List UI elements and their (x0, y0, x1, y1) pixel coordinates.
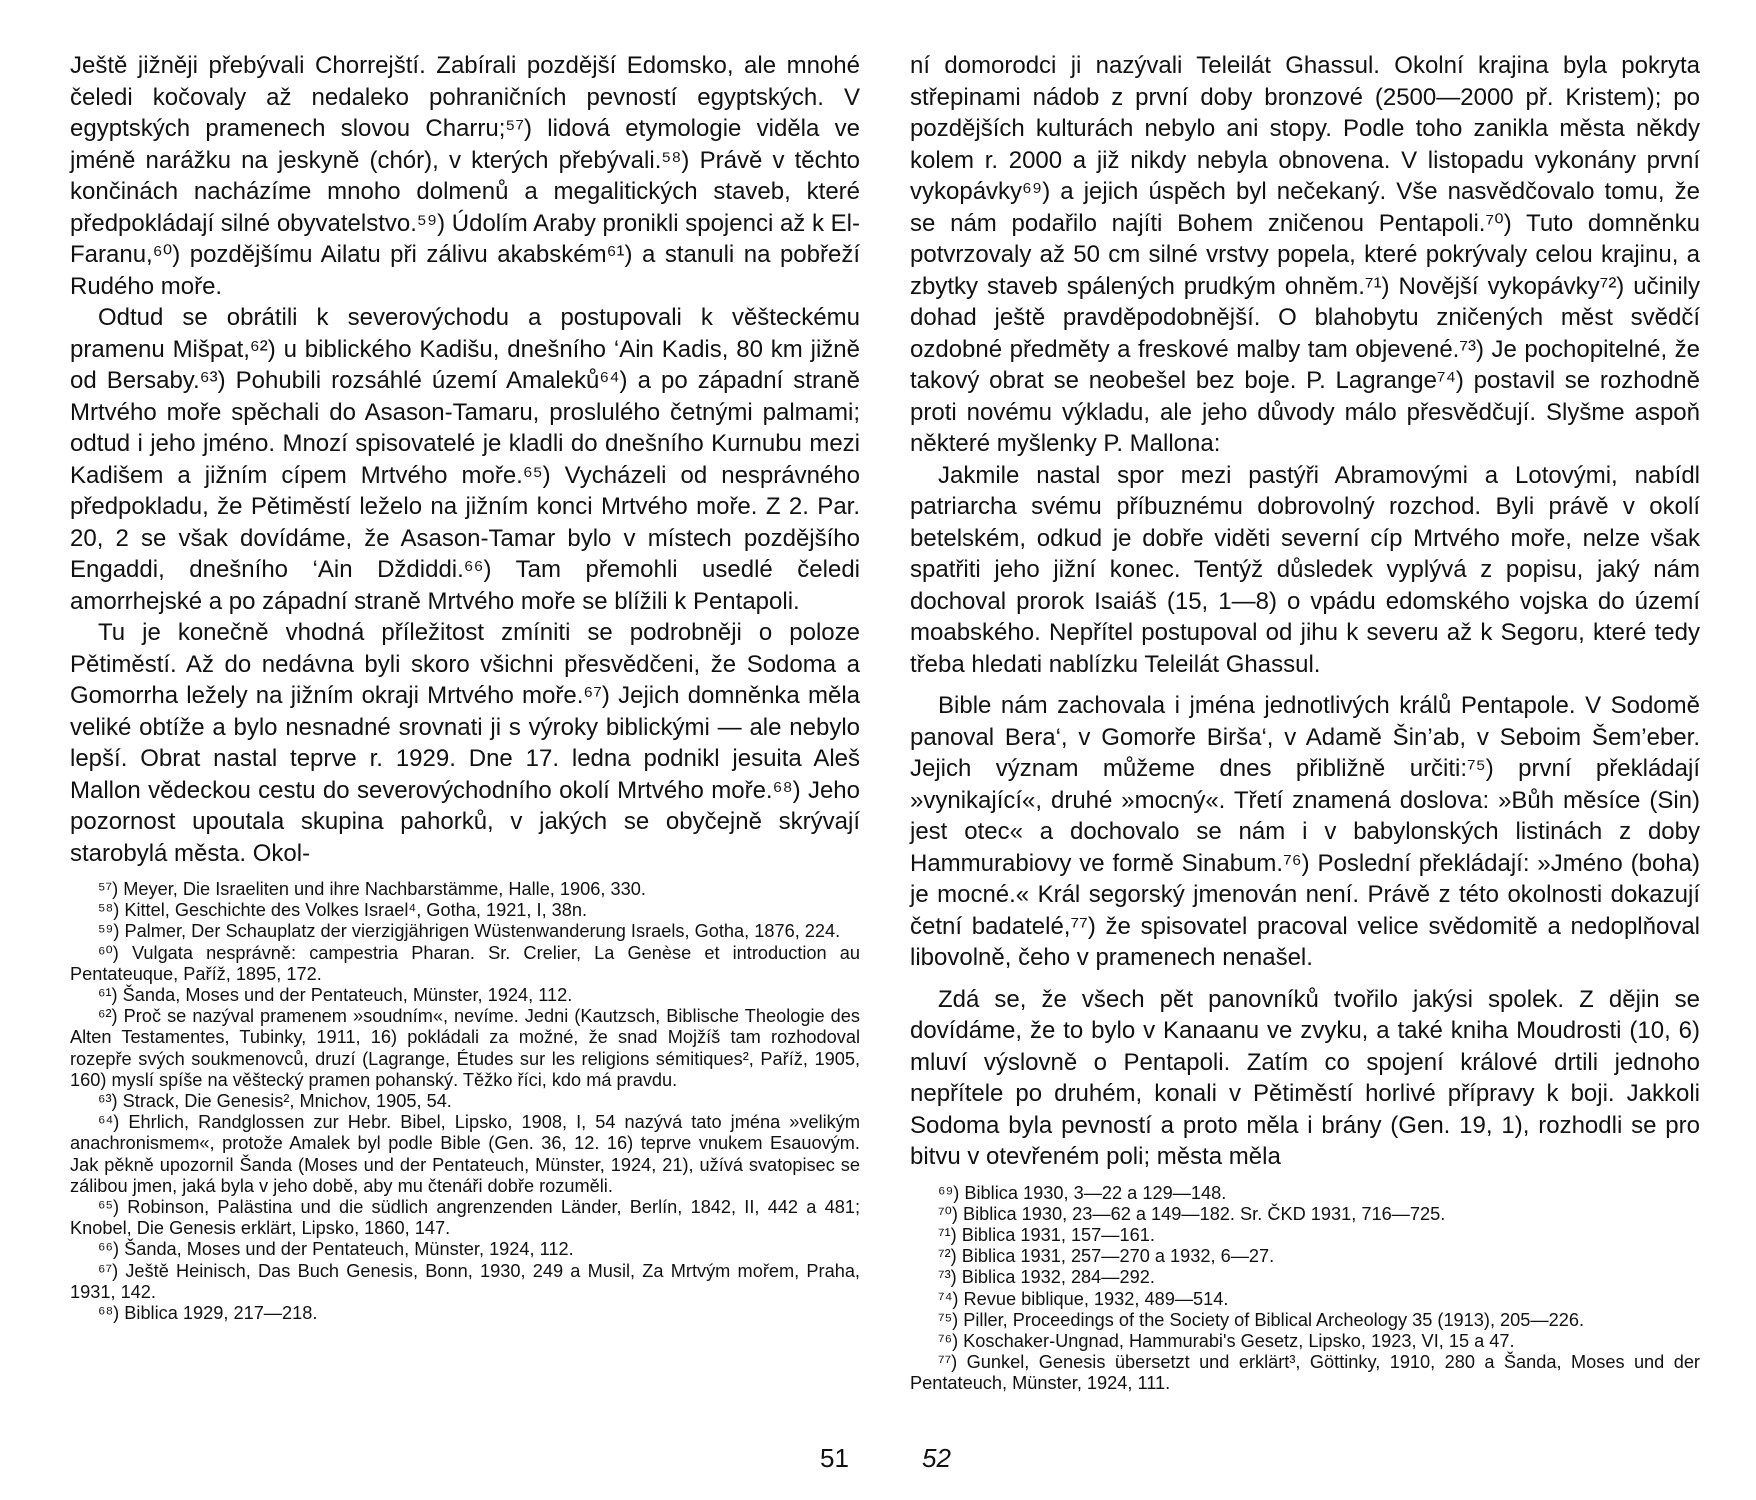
footnote: ⁷⁰) Biblica 1930, 23—62 a 149—182. Sr. ČKD 1931, 716—725. (938, 1203, 1446, 1224)
footnote: ⁵⁹) Palmer, Der Schauplatz der vierzigjährigen Wüstenwanderung Israels, Gotha, 1876, 224. (98, 921, 841, 942)
page-number: 51 (820, 1443, 849, 1473)
footnote: ⁷⁷) Gunkel, Genesis übersetzt und erklärt³, Göttinky, 1910, 280 a Šanda, Moses und der Pentateuch, Münster, 1924, 111. (910, 1352, 1700, 1394)
footnote: ⁵⁷) Meyer, Die Israeliten und ihre Nachbarstämme, Halle, 1906, 330. (98, 879, 646, 899)
footnote: ⁶⁰) Vulgata nesprávně: campestria Pharan. Sr. Crelier, La Genèse et introduction au Pentateuque, Paříž, 1895, 172. (70, 942, 860, 984)
footnote: ⁷⁶) Koschaker-Ungnad, Hammurabi's Gesetz, Lipsko, 1923, VI, 15 a 47. (938, 1330, 1515, 1351)
footnote: ⁷¹) Biblica 1931, 157—161. (938, 1224, 1155, 1245)
footnote: ⁶⁷) Ještě Heinisch, Das Buch Genesis, Bonn, 1930, 249 a Musil, Za Mrtvým mořem, Praha, 1931, 142. (70, 1260, 860, 1302)
footnote: ⁶²) Proč se nazýval pramenem »soudním«, nevíme. Jedni (Kautzsch, Biblische Theologie des Alten Testamentes, Tubinky, 1911, 16) pokládali za možné, že snad Mojžíš tam rozhodoval rozepře svých soukmenovců, druzí (Lagrange, Études sur les religions sémitiques², Paříž, 1905, 160) myslí spíše na věštecký pramen pohanský. Těžko říci, kdo má pravdu. (70, 1006, 860, 1090)
left-page-footnotes (70, 879, 860, 1324)
paragraph: ní domorodci ji nazývali Teleilát Ghassul. Okolní krajina byla pokryta střepinami nádob z první doby bronzové (2500—2000 př. Kristem); po pozdějších kulturách nebylo ani stopy. Podle toho zanikla města někdy kolem r. 2000 a již nikdy nebyla obnovena. V listopadu vykonány první vykopávky⁶⁹) a jejich úspěch byl nečekaný. Vše nasvědčovalo tomu, že se nám podařilo najíti Bohem zničenou Pentapoli.⁷⁰) Tuto domněnku potvrzovaly až 50 cm silné vrstvy popela, které pokrývaly celou krajinu, a zbytky staveb spálených prudkým ohněm.⁷¹) Novější vykopávky⁷²) učinily dohad ještě pravděpodobnější. O blahobytu zničených měst svědčí ozdobné předměty a freskové malby tam objevené.⁷³) Je pochopitelné, že takový obrat se neobešel bez boje. P. Lagrange⁷⁴) postavil se rozhodně proti novému výkladu, ale jeho důvody málo přesvědčují. Slyšme aspoň některé myšlenky P. Mallona: (910, 52, 1700, 457)
paragraph: Odtud se obrátili k severovýchodu a postupovali k věšteckému pramenu Mišpat,⁶²) u biblického Kadišu, dnešního ‘Ain Kadis, 80 km jižně od Bersaby.⁶³) Pohubili rozsáhlé území Amaleků⁶⁴) a po západní straně Mrtvého moře spěchali do Asason-Tamaru, proslulého četnými palmami; odtud i jeho jméno. Mnozí spisovatelé je kladli do dnešního Kurnubu mezi Kadišem a jižním cípem Mrtvého moře.⁶⁵) Vycházeli od nesprávného předpokladu, že Pětiměstí leželo na jižním konci Mrtvého moře. Z 2. Par. 20, 2 se však dovídáme, že Asason-Tamar bylo v místech pozdějšího Engaddi, dnešního ‘Ain Dždiddi.⁶⁶) Tam přemohli usedlé čeledi amorrhejské a po západní straně Mrtvého moře se blížili k Pentapoli. (70, 304, 860, 615)
footnote: ⁶⁴) Ehrlich, Randglossen zur Hebr. Bibel, Lipsko, 1908, I, 54 nazývá tato jména »velikým anachronismem«, protože Amalek byl podle Bible (Gen. 36, 12. 16) teprve vnukem Esauovým. Jak pěkně upozornil Šanda (Moses und der Pentateuch, Münster, 1924, 21), užívá svatopisec se zálibou jmen, jaká byla v jeho době, aby mu čtenáři dobře rozuměli. (70, 1112, 860, 1196)
footnote: ⁶⁹) Biblica 1930, 3—22 a 129—148. (938, 1182, 1227, 1203)
paragraph: Zdá se, že všech pět panovníků tvořilo jakýsi spolek. Z dějin se dovídáme, že to bylo v Kanaanu ve zvyku, a také kniha Moudrosti (10, 6) mluví výslovně o Pentapoli. Zatím co spojení králové drtili jednoho nepřítele po druhém, konali v Pětiměstí horlivé přípravy k boji. Jakkoli Sodoma byla pevností a proto měla i brány (Gen. 19, 1), rozhodli se pro bitvu v otevřeném poli; města měla (910, 985, 1700, 1170)
footnote: ⁶¹) Šanda, Moses und der Pentateuch, Münster, 1924, 112. (98, 985, 573, 1006)
left-page-body (70, 50, 860, 869)
footnote: ⁵⁸) Kittel, Geschichte des Volkes Israel⁴, Gotha, 1921, I, 38n. (98, 900, 588, 921)
right-page-footnotes (910, 1183, 1700, 1395)
footnote: ⁷⁴) Revue biblique, 1932, 489—514. (938, 1288, 1229, 1309)
paragraph: Jakmile nastal spor mezi pastýři Abramovými a Lotovými, nabídl patriarcha svému příbuznému dobrovolný rozchod. Byli právě v okolí betelském, odkud je dobře viděti severní cíp Mrtvého moře, nelze však spatřiti jeho jižní konec. Tentýž důsledek vyplývá z popisu, jaký nám dochoval prorok Isaiáš (15, 1—8) o vpádu edomského vojska do území moabského. Nepřítel postupoval od jihu k severu až k Segoru, které tedy třeba hledati nablízku Teleilát Ghassul. (910, 461, 1700, 678)
footnote: ⁷²) Biblica 1931, 257—270 a 1932, 6—27. (938, 1246, 1275, 1267)
paragraph: Bible nám zachovala i jména jednotlivých králů Pentapole. V Sodomě panoval Bera‘, v Gomorře Birša‘, v Adamě Šin’ab, v Seboim Šem’eber. Jejich význam můžeme dnes přibližně určiti:⁷⁵) první překládají »vynikající«, druhé »mocný«. Třetí znamená doslova: »Bůh měsíce (Sin) jest otec« a dochovalo se nám i v babylonských listinách z doby Hammurabiovy ve formě Sinabum.⁷⁶) Poslední překládají: »Jméno (boha) je mocné.« Král segorský jmenován není. Právě z této okolnosti dokazují četní badatelé,⁷⁷) že spisovatel pracoval velice svědomitě a nedoplňoval libovolně, čeho v pramenech nenašel. (910, 692, 1700, 971)
right-page (910, 50, 1700, 1490)
footnote: ⁶³) Strack, Die Genesis², Mnichov, 1905, 54. (98, 1091, 452, 1112)
footnote: ⁶⁸) Biblica 1929, 217—218. (98, 1303, 318, 1324)
paragraph: Tu je konečně vhodná příležitost zmíniti se podrobněji o poloze Pětiměstí. Až do nedávna byli skoro všichni přesvědčeni, že Sodoma a Gomorrha ležely na jižním okraji Mrtvého moře.⁶⁷) Jejich domněnka měla veliké obtíže a bylo nesnadné srovnati ji s výroky biblickými — ale nebylo lepší. Obrat nastal teprve r. 1929. Dne 17. ledna podnikl jesuita Aleš Mallon vědeckou cestu do severovýchodního okolí Mrtvého moře.⁶⁸) Jeho pozornost upoutala skupina pahorků, v jakých se obyčejně skrývají starobylá města. Okol- (70, 619, 860, 867)
right-page-body (910, 50, 1700, 1173)
footnote: ⁷³) Biblica 1932, 284—292. (938, 1267, 1155, 1288)
page-number: 52 (922, 1443, 951, 1473)
left-page (70, 50, 860, 1490)
paragraph: Ještě jižněji přebývali Chorrejští. Zabírali pozdější Edomsko, ale mnohé čeledi kočovaly až nedaleko pohraničních pevností egyptských. V egyptských pramenech slovou Charru;⁵⁷) lidová etymologie viděla ve jméně narážku na jeskyně (chór), v kterých přebývali.⁵⁸) Právě v těchto končinách nacházíme mnoho dolmenů a megalitických staveb, které předpokládají silné obyvatelstvo.⁵⁹) Údolím Araby pronikli spojenci až k El-Faranu,⁶⁰) pozdějšímu Ailatu při zálivu akabském⁶¹) a stanuli na pobřeží Rudého moře. (70, 52, 860, 300)
footnote: ⁷⁵) Piller, Proceedings of the Society of Biblical Archeology 35 (1913), 205—226. (938, 1309, 1584, 1330)
footnote: ⁶⁵) Robinson, Palästina und die südlich angrenzenden Länder, Berlín, 1842, II, 442 a 481; Knobel, Die Genesis erklärt, Lipsko, 1860, 147. (70, 1197, 860, 1239)
footnote: ⁶⁶) Šanda, Moses und der Pentateuch, Münster, 1924, 112. (98, 1239, 574, 1260)
